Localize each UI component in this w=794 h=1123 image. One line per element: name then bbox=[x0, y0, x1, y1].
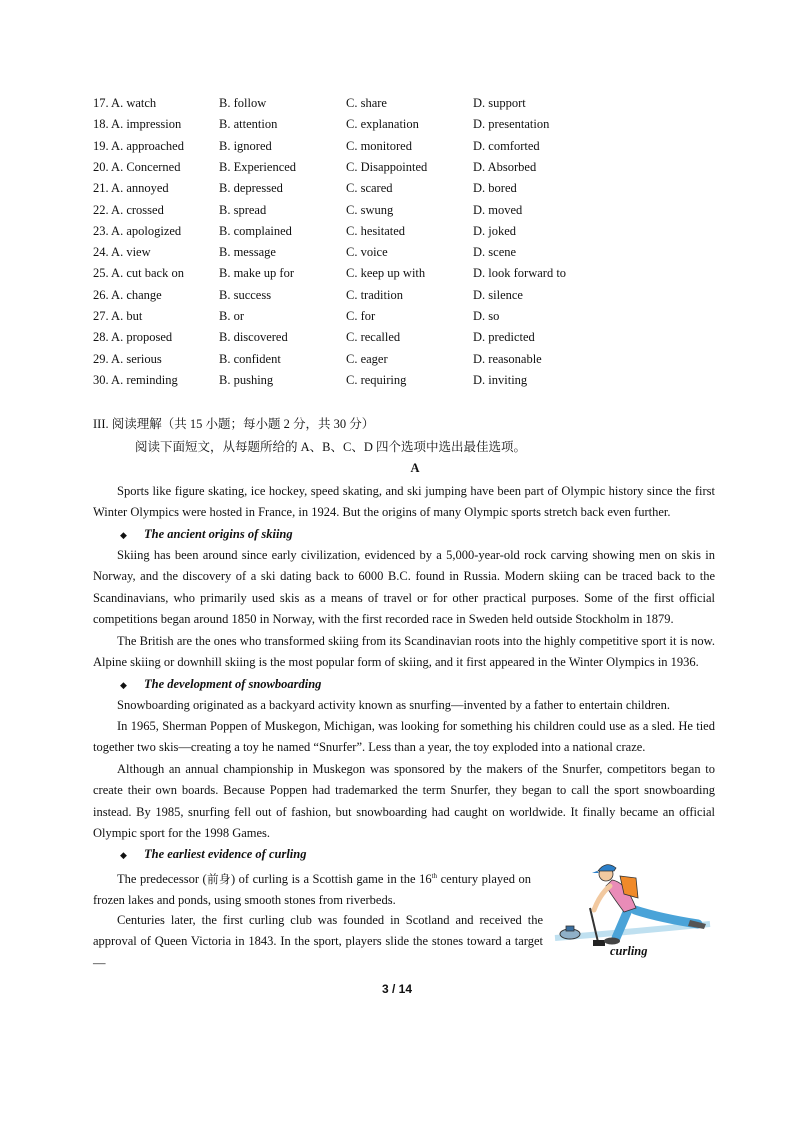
option-c: C. hesitated bbox=[346, 223, 406, 238]
option-b: B. Experienced bbox=[219, 159, 297, 174]
option-b: B. depressed bbox=[219, 181, 283, 196]
option-d: D. bored bbox=[473, 181, 517, 196]
option-b: B. attention bbox=[219, 117, 278, 132]
subheading-text: The development of snowboarding bbox=[144, 677, 322, 691]
paragraph-snowboarding-2: In 1965, Sherman Poppen of Muskegon, Michigan, was looking for something his children could use as a sled. He tied together two skis—creating a toy he named “Snurfer”. Less than a year, the toy exploded into a national craze. bbox=[93, 719, 715, 755]
option-d: D. reasonable bbox=[473, 351, 542, 366]
option-c: C. keep up with bbox=[346, 266, 426, 281]
option-d: D. silence bbox=[473, 287, 523, 302]
option-c: C. scared bbox=[346, 181, 393, 196]
section-instruction: 阅读下面短文，从每题所给的 A、B、C、D 四个选项中选出最佳选项。 bbox=[135, 440, 526, 454]
option-c: C. Disappointed bbox=[346, 159, 428, 174]
subheading-snowboarding bbox=[120, 674, 321, 695]
option-a: 29. A. serious bbox=[93, 351, 162, 366]
bullet-icon: ◆ bbox=[120, 850, 127, 860]
option-c: C. tradition bbox=[346, 287, 403, 302]
option-b: B. spread bbox=[219, 202, 267, 217]
bullet-icon: ◆ bbox=[120, 680, 127, 690]
subheading-text: The ancient origins of skiing bbox=[144, 527, 293, 541]
subheading-text: The earliest evidence of curling bbox=[144, 847, 307, 861]
option-a: 24. A. view bbox=[93, 245, 151, 260]
paragraph-curling-1: The predecessor (前身) of curling is a Scottish game in the 16th century played on frozen lakes and ponds, using smooth stones from riverbeds. bbox=[93, 872, 531, 908]
option-d: D. so bbox=[473, 309, 500, 323]
bullet-icon: ◆ bbox=[120, 530, 127, 540]
option-d: D. moved bbox=[473, 202, 523, 217]
paragraph-snowboarding-3: Although an annual championship in Muskegon was sponsored by the makers of the Snurfer, competitors began to create their own boards. Because Poppen had trademarked the term Snurfer, they began to call the sport snowboarding instead. By 1985, snurfing fell out of fashion, but snowboarding had caught on worldwide. It finally became an official Olympic sport for the 1998 Games. bbox=[93, 762, 715, 840]
option-a: 17. A. watch bbox=[93, 96, 157, 110]
option-d: D. predicted bbox=[473, 330, 535, 345]
option-d: D. inviting bbox=[473, 372, 528, 387]
paragraph-skiing-1: Skiing has been around since early civilization, evidenced by a 5,000-year-old rock carving showing men on skis in Norway, and the discovery of a ski dating back to 6000 B.C. found in Russia. Modern skiing can be traced back to the Scandinavians, who primarily used skis as a means of travel or for other practical purposes. Some of the first official competitions began around 1850 in Norway, with the first recorded race in Sweden held outside Stockholm in 1879. bbox=[93, 548, 715, 626]
option-a: 25. A. cut back on bbox=[93, 266, 184, 281]
option-b: B. complained bbox=[219, 223, 292, 238]
option-b: B. discovered bbox=[219, 330, 288, 345]
option-a: 20. A. Concerned bbox=[93, 159, 181, 174]
option-b: B. make up for bbox=[219, 266, 294, 281]
subheading-skiing bbox=[120, 524, 293, 545]
option-c: C. for bbox=[346, 309, 376, 323]
option-b: B. confident bbox=[219, 351, 281, 366]
paragraph-snowboarding-1: Snowboarding originated as a backyard activity known as snurfing—invented by a father to entertain children. bbox=[117, 698, 670, 712]
option-a: 22. A. crossed bbox=[93, 202, 164, 217]
option-a: 18. A. impression bbox=[93, 117, 182, 132]
option-d: D. look forward to bbox=[473, 266, 567, 281]
paragraph-skiing-2: The British are the ones who transformed skiing from its Scandinavian roots into the highly competitive sport it is now. Alpine skiing or downhill skiing is the most popular form of skiing, and it first appeared in the Winter Olympics in 1936. bbox=[93, 634, 715, 670]
option-b: B. message bbox=[219, 245, 276, 260]
option-c: C. voice bbox=[346, 245, 388, 260]
option-c: C. monitored bbox=[346, 138, 412, 153]
section-heading: III. 阅读理解（共 15 小题；每小题 2 分，共 30 分） bbox=[93, 417, 375, 431]
option-b: B. pushing bbox=[219, 372, 274, 387]
option-a: 23. A. apologized bbox=[93, 223, 182, 238]
option-b: B. or bbox=[219, 309, 244, 323]
paragraph-curling-2: Centuries later, the first curling club was founded in Scotland and received the approval of Queen Victoria in 1843. In the sport, players slide the stones toward a target— bbox=[93, 913, 543, 970]
option-a: 27. A. but bbox=[93, 309, 143, 323]
option-c: C. explanation bbox=[346, 117, 419, 132]
option-d: D. support bbox=[473, 96, 526, 110]
option-a: 30. A. reminding bbox=[93, 372, 178, 387]
passage-intro: Sports like figure skating, ice hockey, speed skating, and ski jumping have been part of Olympic history since the first Winter Olympics were hosted in France, in 1924. But the origins of many Olympic sports stretch back even further. bbox=[93, 484, 715, 520]
option-d: D. scene bbox=[473, 245, 517, 260]
option-d: D. comforted bbox=[473, 138, 540, 153]
option-c: C. recalled bbox=[346, 330, 401, 345]
option-d: D. Absorbed bbox=[473, 159, 537, 174]
option-c: C. swung bbox=[346, 202, 394, 217]
passage-letter: A bbox=[410, 461, 420, 475]
option-a: 19. A. approached bbox=[93, 138, 184, 153]
figure-caption: curling bbox=[610, 944, 648, 958]
option-d: D. joked bbox=[473, 223, 517, 238]
option-d: D. presentation bbox=[473, 117, 550, 132]
option-b: B. follow bbox=[219, 96, 267, 110]
option-a: 26. A. change bbox=[93, 287, 162, 302]
page-number: 3 / 14 bbox=[381, 982, 413, 996]
option-a: 28. A. proposed bbox=[93, 330, 173, 345]
option-a: 21. A. annoyed bbox=[93, 181, 169, 196]
option-c: C. eager bbox=[346, 351, 388, 366]
option-b: B. success bbox=[219, 287, 272, 302]
option-b: B. ignored bbox=[219, 138, 272, 153]
subheading-curling bbox=[120, 844, 306, 865]
option-c: C. share bbox=[346, 96, 387, 110]
option-c: C. requiring bbox=[346, 372, 407, 387]
